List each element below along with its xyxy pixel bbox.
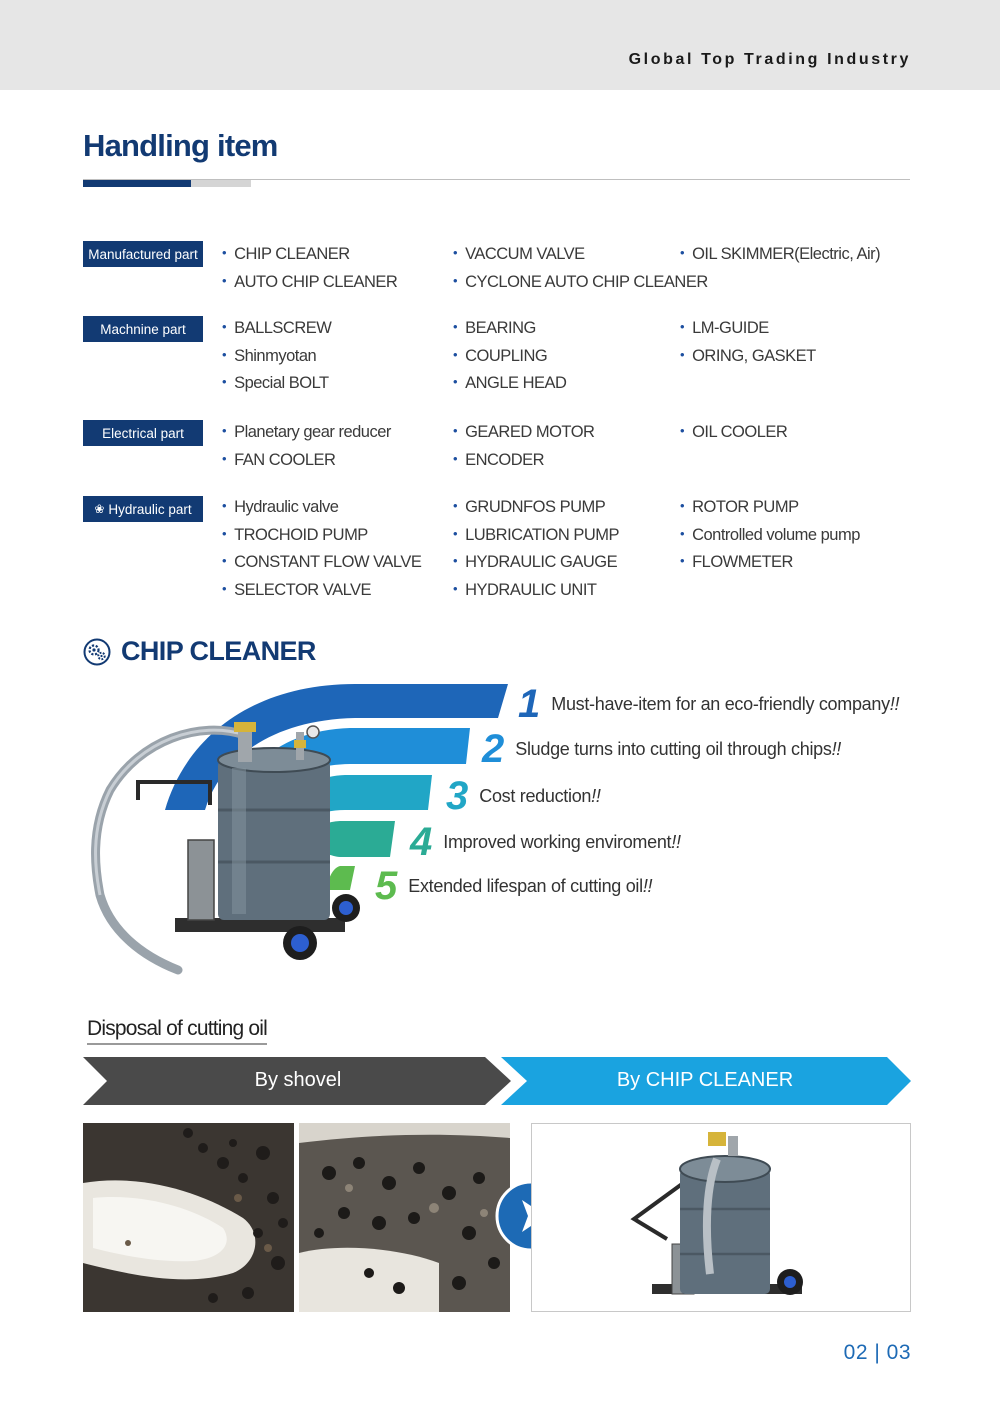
- shovel-photo-2: [299, 1123, 510, 1312]
- list-item: • Shinmyotan: [222, 343, 331, 371]
- feature-3: [446, 774, 601, 819]
- manufactured-col-1: [222, 241, 397, 296]
- list-item: • VACCUM VALVE: [453, 241, 708, 269]
- list-item: • Planetary gear reducer: [222, 419, 391, 447]
- feature-4: [410, 820, 681, 865]
- by-shovel-label: By shovel: [254, 1069, 342, 1091]
- disposal-title: Disposal of cutting oil: [87, 1017, 267, 1045]
- category-manufactured-part: [83, 241, 203, 267]
- feature-text: Must-have-item for an eco-friendly company: [551, 694, 890, 714]
- category-label: Manufactured part: [88, 246, 198, 262]
- machine-col-2: [453, 315, 566, 398]
- hydraulic-col-3: [680, 494, 860, 577]
- list-item: • Controlled volume pump: [680, 522, 860, 550]
- feature-2: [482, 727, 841, 772]
- list-item: • AUTO CHIP CLEANER: [222, 269, 397, 297]
- feature-number: 2: [482, 727, 504, 771]
- feature-exclamation: !!: [642, 876, 653, 896]
- list-item: • FAN COOLER: [222, 447, 391, 475]
- feature-text: Improved working enviroment: [443, 832, 672, 852]
- category-label: Hydraulic part: [108, 501, 192, 517]
- filter-icon: [188, 840, 214, 920]
- shovel-photo-1: [83, 1123, 294, 1312]
- list-item: • ROTOR PUMP: [680, 494, 860, 522]
- feature-number: 3: [446, 774, 468, 818]
- title-underline-accent: [83, 180, 191, 187]
- company-name: Global Top Trading Industry: [628, 51, 911, 68]
- list-item: • SELECTOR VALVE: [222, 577, 421, 605]
- drum-icon: [680, 1169, 770, 1294]
- chip-cleaner-title: CHIP CLEANER: [121, 636, 316, 666]
- list-item: • Hydraulic valve: [222, 494, 421, 522]
- feature-number: 1: [518, 682, 540, 726]
- handling-item-title: Handling item: [83, 128, 278, 163]
- list-item: • ANGLE HEAD: [453, 370, 566, 398]
- category-label: Electrical part: [102, 425, 184, 441]
- list-item: • HYDRAULIC GAUGE: [453, 549, 619, 577]
- list-item: • HYDRAULIC UNIT: [453, 577, 619, 605]
- hydraulic-col-1: [222, 494, 421, 605]
- valve-icon: [708, 1132, 726, 1146]
- list-item: • BALLSCREW: [222, 315, 331, 343]
- category-machine-part: [83, 316, 203, 342]
- machine-col-1: [222, 315, 331, 398]
- category-hydraulic-part: [83, 496, 203, 522]
- list-item: • GEARED MOTOR: [453, 419, 594, 447]
- category-label: Machnine part: [100, 321, 186, 337]
- list-item: • LM-GUIDE: [680, 315, 816, 343]
- manufactured-col-3: [680, 241, 880, 269]
- list-item: • BEARING: [453, 315, 566, 343]
- hydraulic-col-2: [453, 494, 619, 605]
- feature-number: 5: [375, 864, 397, 908]
- list-item: • ORING, GASKET: [680, 343, 816, 371]
- list-item: • ENCODER: [453, 447, 594, 475]
- feature-exclamation: !!: [671, 832, 681, 852]
- top-banner: [0, 0, 1000, 90]
- chip-cleaner-result-photo: [531, 1123, 911, 1312]
- valve-icon: [234, 722, 256, 732]
- category-electrical-part: [83, 420, 203, 446]
- list-item: • TROCHOID PUMP: [222, 522, 421, 550]
- feature-exclamation: !!: [889, 694, 900, 714]
- list-item: • GRUDNFOS PUMP: [453, 494, 619, 522]
- list-item: • CYCLONE AUTO CHIP CLEANER: [453, 269, 708, 297]
- electrical-col-2: [453, 419, 594, 474]
- list-item: • COUPLING: [453, 343, 566, 371]
- feature-text: Extended lifespan of cutting oil: [408, 876, 643, 896]
- feature-band-5: [326, 866, 358, 890]
- electrical-col-3: [680, 419, 787, 447]
- machine-col-3: [680, 315, 816, 370]
- feature-number: 4: [410, 820, 432, 864]
- electrical-col-1: [222, 419, 391, 474]
- feature-5: [375, 864, 652, 909]
- feature-exclamation: !!: [591, 786, 601, 806]
- list-item: • OIL SKIMMER(Electric, Air): [680, 241, 880, 269]
- page-number: 02 | 03: [843, 1341, 911, 1364]
- title-underline-grey: [191, 180, 251, 187]
- flower-icon: ❀: [94, 502, 105, 516]
- list-item: • CHIP CLEANER: [222, 241, 397, 269]
- list-item: • OIL COOLER: [680, 419, 787, 447]
- list-item: • CONSTANT FLOW VALVE: [222, 549, 421, 577]
- feature-1: [518, 682, 899, 727]
- feature-text: Sludge turns into cutting oil through chips: [515, 739, 832, 759]
- feature-text: Cost reduction: [479, 786, 592, 806]
- by-chip-cleaner-label: By CHIP CLEANER: [616, 1069, 794, 1091]
- list-item: • LUBRICATION PUMP: [453, 522, 619, 550]
- gauge-icon: [307, 726, 319, 738]
- list-item: • Special BOLT: [222, 370, 331, 398]
- manufactured-col-2: [453, 241, 708, 296]
- feature-exclamation: !!: [831, 739, 841, 759]
- list-item: • FLOWMETER: [680, 549, 860, 577]
